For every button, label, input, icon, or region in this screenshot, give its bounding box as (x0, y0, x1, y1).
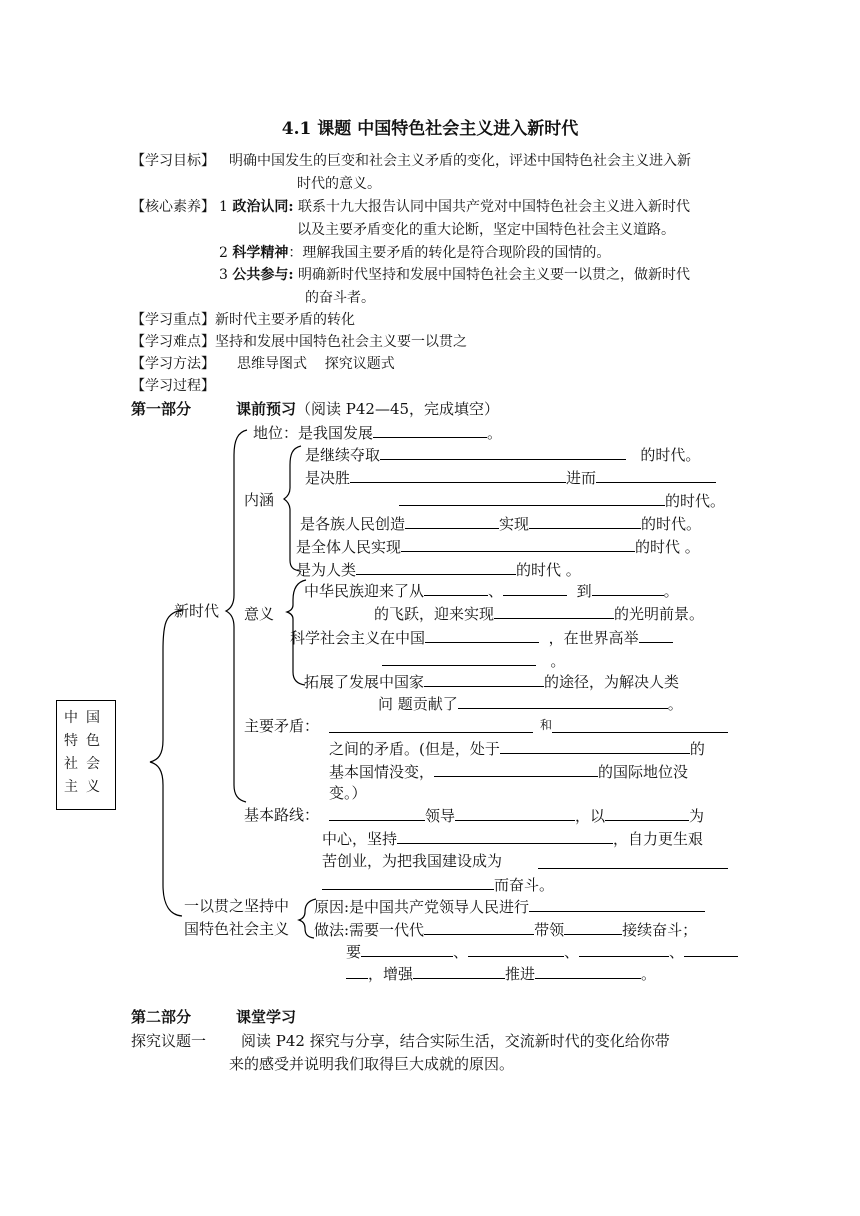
neihan-row-2 (305, 467, 716, 488)
yiyi-2-blank[interactable] (494, 603, 614, 619)
luxian-1-blank-3[interactable] (605, 805, 689, 821)
neihan-2a: 是决胜 (305, 469, 351, 487)
neihan-4-blank-1[interactable] (405, 513, 499, 529)
luxian-2a: 中心，坚持 (322, 830, 398, 848)
goal-text: 明确中国发生的巨变和社会主义矛盾的变化，评述中国特色社会主义进入新 (229, 153, 691, 169)
luxian-row-2 (322, 828, 703, 849)
yiguan-sep-2: 、 (564, 943, 580, 961)
neihan-2-blank-2[interactable] (596, 467, 716, 483)
neihan-6b: 的时代 。 (516, 561, 581, 579)
status-suffix: 。 (487, 424, 503, 442)
core-3-text: 明确新时代坚持和发展中国特色社会主义要一以贯之，做新时代 (298, 267, 690, 283)
yiyi-2b: 的光明前景。 (614, 605, 705, 623)
core-3-num: 3 (219, 267, 228, 283)
luxian-row-1 (329, 805, 704, 826)
neihan-label: 内涵 (244, 491, 275, 509)
luxian-2b: ，自力更生艰 (613, 830, 704, 848)
yiguan-reason-blank[interactable] (529, 896, 705, 912)
core-label: 【核心素养】 (131, 199, 215, 215)
neihan-5a: 是全体人民实现 (296, 538, 402, 556)
luxian-1-blank-1[interactable] (329, 805, 425, 821)
status-row (253, 422, 502, 443)
neihan-5-blank[interactable] (401, 536, 635, 552)
yiguan-last-c: 。 (641, 965, 657, 983)
core-1-num: 1 (219, 199, 228, 215)
difficulty-text: 坚持和发展中国特色社会主义要一以贯之 (215, 334, 467, 350)
yiguan-reason: 原因:是中国共产党领导人民进行 (314, 898, 530, 916)
yiyi-5b: 的途径，为解决人类 (544, 673, 680, 691)
maodun-2b: 的 (689, 740, 705, 758)
yiyi-6b: 。 (667, 695, 683, 713)
yiguan-need-blank-1[interactable] (361, 941, 453, 957)
luxian-2-blank[interactable] (397, 828, 613, 844)
luxian-row-4 (322, 874, 554, 895)
yiyi-4-blank[interactable] (382, 650, 536, 666)
yiyi-5a: 拓展了发展中国家 (304, 673, 425, 691)
maodun-blank-2[interactable] (552, 732, 728, 733)
yiyi-1b: 、 (488, 582, 504, 600)
yiguan-reason-row (314, 896, 705, 917)
part1-title: 课前预习 (236, 400, 297, 418)
yiguan-last-blank-2[interactable] (413, 963, 505, 979)
yiguan-last-blank-3[interactable] (535, 963, 641, 979)
maodun-and: 和 (540, 718, 553, 732)
yiyi-3-blank-1[interactable] (425, 627, 539, 643)
luxian-1b: ，以 (575, 807, 606, 825)
yiguan-method-b: 带领 (534, 921, 565, 939)
core-1-text-2: 以及主要矛盾变化的重大论断，坚定中国特色社会主义道路。 (297, 222, 675, 238)
neihan-4b: 实现 (499, 515, 530, 533)
luxian-3-blank[interactable] (538, 868, 728, 869)
part2-label: 第二部分 (131, 1008, 192, 1026)
neihan-3b: 的时代。 (665, 492, 726, 510)
maodun-row-2 (329, 738, 705, 759)
core-3-head: 公共参与: (232, 267, 294, 283)
neihan-row-4 (300, 513, 701, 534)
neihan-4c: 的时代。 (641, 515, 702, 533)
luxian-1-blank-2[interactable] (455, 805, 575, 821)
focus-label: 【学习重点】 (131, 312, 215, 328)
neihan-1b: 的时代。 (640, 446, 701, 464)
maodun-2: 之间的矛盾。(但是，处于 (329, 740, 500, 758)
yiyi-1-blank-1[interactable] (424, 580, 488, 596)
yiguan-need-blank-3[interactable] (579, 941, 669, 957)
maodun-2-blank[interactable] (500, 738, 690, 754)
neihan-5b: 的时代 。 (635, 538, 700, 556)
method-text: 思维导图式 探究议题式 (237, 356, 395, 372)
yiyi-2a: 的飞跃，迎来实现 (374, 605, 495, 623)
maodun-blank-1[interactable] (329, 732, 533, 733)
yiguan-need-blank-4[interactable] (684, 941, 738, 957)
yiyi-6-blank[interactable] (458, 693, 668, 709)
core-2-num: 2 (219, 245, 228, 261)
core-1-head: 政治认同: (232, 199, 294, 215)
maodun-label: 主要矛盾： (244, 717, 320, 735)
yiyi-3-blank-2[interactable] (639, 627, 673, 643)
topic-label: 探究议题一 (131, 1032, 207, 1050)
yiyi-3a: 科学社会主义在中国 (290, 629, 426, 647)
luxian-1c: 为 (689, 807, 705, 825)
luxian-label: 基本路线： (244, 806, 320, 824)
yiyi-1-blank-2[interactable] (503, 580, 567, 596)
yiyi-5-blank[interactable] (424, 671, 544, 687)
yiyi-row-6 (378, 693, 683, 714)
topic-line-1: 阅读 P42 探究与分享，结合实际生活，交流新时代的变化给你带 (241, 1032, 670, 1050)
yiyi-1c: 到 (576, 582, 592, 600)
yiguan-method-c: 接续奋斗； (622, 921, 698, 939)
maodun-row-3 (329, 761, 688, 782)
neihan-4-blank-2[interactable] (529, 513, 641, 529)
core-3-text-2: 的奋斗者。 (305, 290, 375, 306)
process-label: 【学习过程】 (131, 378, 215, 394)
yiyi-row-1 (304, 580, 679, 601)
node-xinshidai: 新时代 (174, 602, 220, 620)
yiguan-label-2: 国特色社会主义 (184, 920, 290, 938)
luxian-1a: 领导 (425, 807, 456, 825)
neihan-row-3 (399, 490, 725, 511)
yiyi-row-4 (382, 650, 565, 671)
goal-label: 【学习目标】 (131, 153, 215, 169)
yiguan-last-row (346, 963, 656, 984)
maodun-3-blank[interactable] (434, 761, 598, 777)
luxian-row-3 (322, 851, 502, 871)
root-node-label: 中国特色社会主义 (64, 710, 108, 795)
goal-text-2: 时代的意义。 (297, 176, 381, 192)
yiyi-1-blank-3[interactable] (592, 580, 664, 596)
yiguan-label-1: 一以贯之坚持中 (184, 897, 290, 915)
yiguan-last-a: ，增强 (368, 965, 414, 983)
neihan-row-1 (305, 444, 700, 465)
yiyi-6a: 问 题贡献了 (378, 695, 458, 713)
yiguan-sep-3: 、 (669, 943, 685, 961)
yiyi-4b: 。 (550, 652, 566, 670)
luxian-4-blank[interactable] (322, 874, 494, 890)
status-blank[interactable] (373, 422, 487, 438)
neihan-1a: 是继续夺取 (305, 446, 381, 464)
neihan-row-5 (296, 536, 700, 557)
yiyi-row-3 (290, 627, 673, 648)
neihan-2b: 进而 (566, 469, 597, 487)
maodun-4: 变。） (329, 784, 367, 802)
yiguan-last-b: 推进 (505, 965, 536, 983)
status-prefix: 地位：是我国发展 (253, 424, 374, 442)
core-1-text: 联系十九大报告认同中国共产党对中国特色社会主义进入新时代 (298, 199, 690, 215)
neihan-6-blank[interactable] (356, 559, 516, 575)
part1-label: 第一部分 (131, 400, 192, 418)
page-title: 4.1 课题 中国特色社会主义进入新时代 (281, 119, 579, 139)
maodun-3b: 的国际地位没 (598, 763, 689, 781)
neihan-3-blank[interactable] (399, 490, 665, 506)
neihan-6a: 是为人类 (296, 561, 357, 579)
yiyi-row-5 (304, 671, 679, 692)
core-2-head: 科学精神 (232, 245, 289, 261)
method-label: 【学习方法】 (131, 356, 215, 372)
luxian-4b: 而奋斗。 (494, 876, 555, 894)
part1-note: （阅读 P42—45，完成填空） (296, 400, 500, 418)
yiguan-need: 要 (346, 943, 362, 961)
yiguan-need-row (346, 941, 738, 962)
yiguan-method-blank-1[interactable] (424, 919, 534, 935)
yiguan-method-a: 做法:需要一代代 (314, 921, 425, 939)
focus-text: 新时代主要矛盾的转化 (215, 312, 355, 328)
neihan-4a: 是各族人民创造 (300, 515, 406, 533)
neihan-1-blank[interactable] (380, 444, 626, 460)
topic-line-2: 来的感受并说明我们取得巨大成就的原因。 (229, 1055, 515, 1073)
yiyi-label: 意义 (244, 605, 275, 623)
luxian-3a: 苦创业，为把我国建设成为 (322, 852, 503, 870)
root-node-box (56, 700, 116, 810)
neihan-2-blank-1[interactable] (350, 467, 566, 483)
yiguan-sep-1: 、 (453, 943, 469, 961)
neihan-row-6 (296, 559, 581, 580)
yiyi-3b: ，在世界高举 (548, 629, 639, 647)
yiguan-method-row (314, 919, 697, 940)
maodun-3a: 基本国情没变， (329, 763, 435, 781)
yiguan-need-blank-2[interactable] (468, 941, 564, 957)
yiyi-1d: 。 (663, 582, 679, 600)
difficulty-label: 【学习难点】 (131, 334, 215, 350)
yiguan-method-blank-2[interactable] (564, 919, 622, 935)
yiyi-1a: 中华民族迎来了从 (304, 582, 425, 600)
part2-title: 课堂学习 (236, 1008, 297, 1026)
core-2-text: ：理解我国主要矛盾的转化是符合现阶段的国情的。 (288, 245, 611, 261)
yiguan-last-blank-1[interactable] (346, 963, 368, 979)
yiyi-row-2 (374, 603, 704, 624)
